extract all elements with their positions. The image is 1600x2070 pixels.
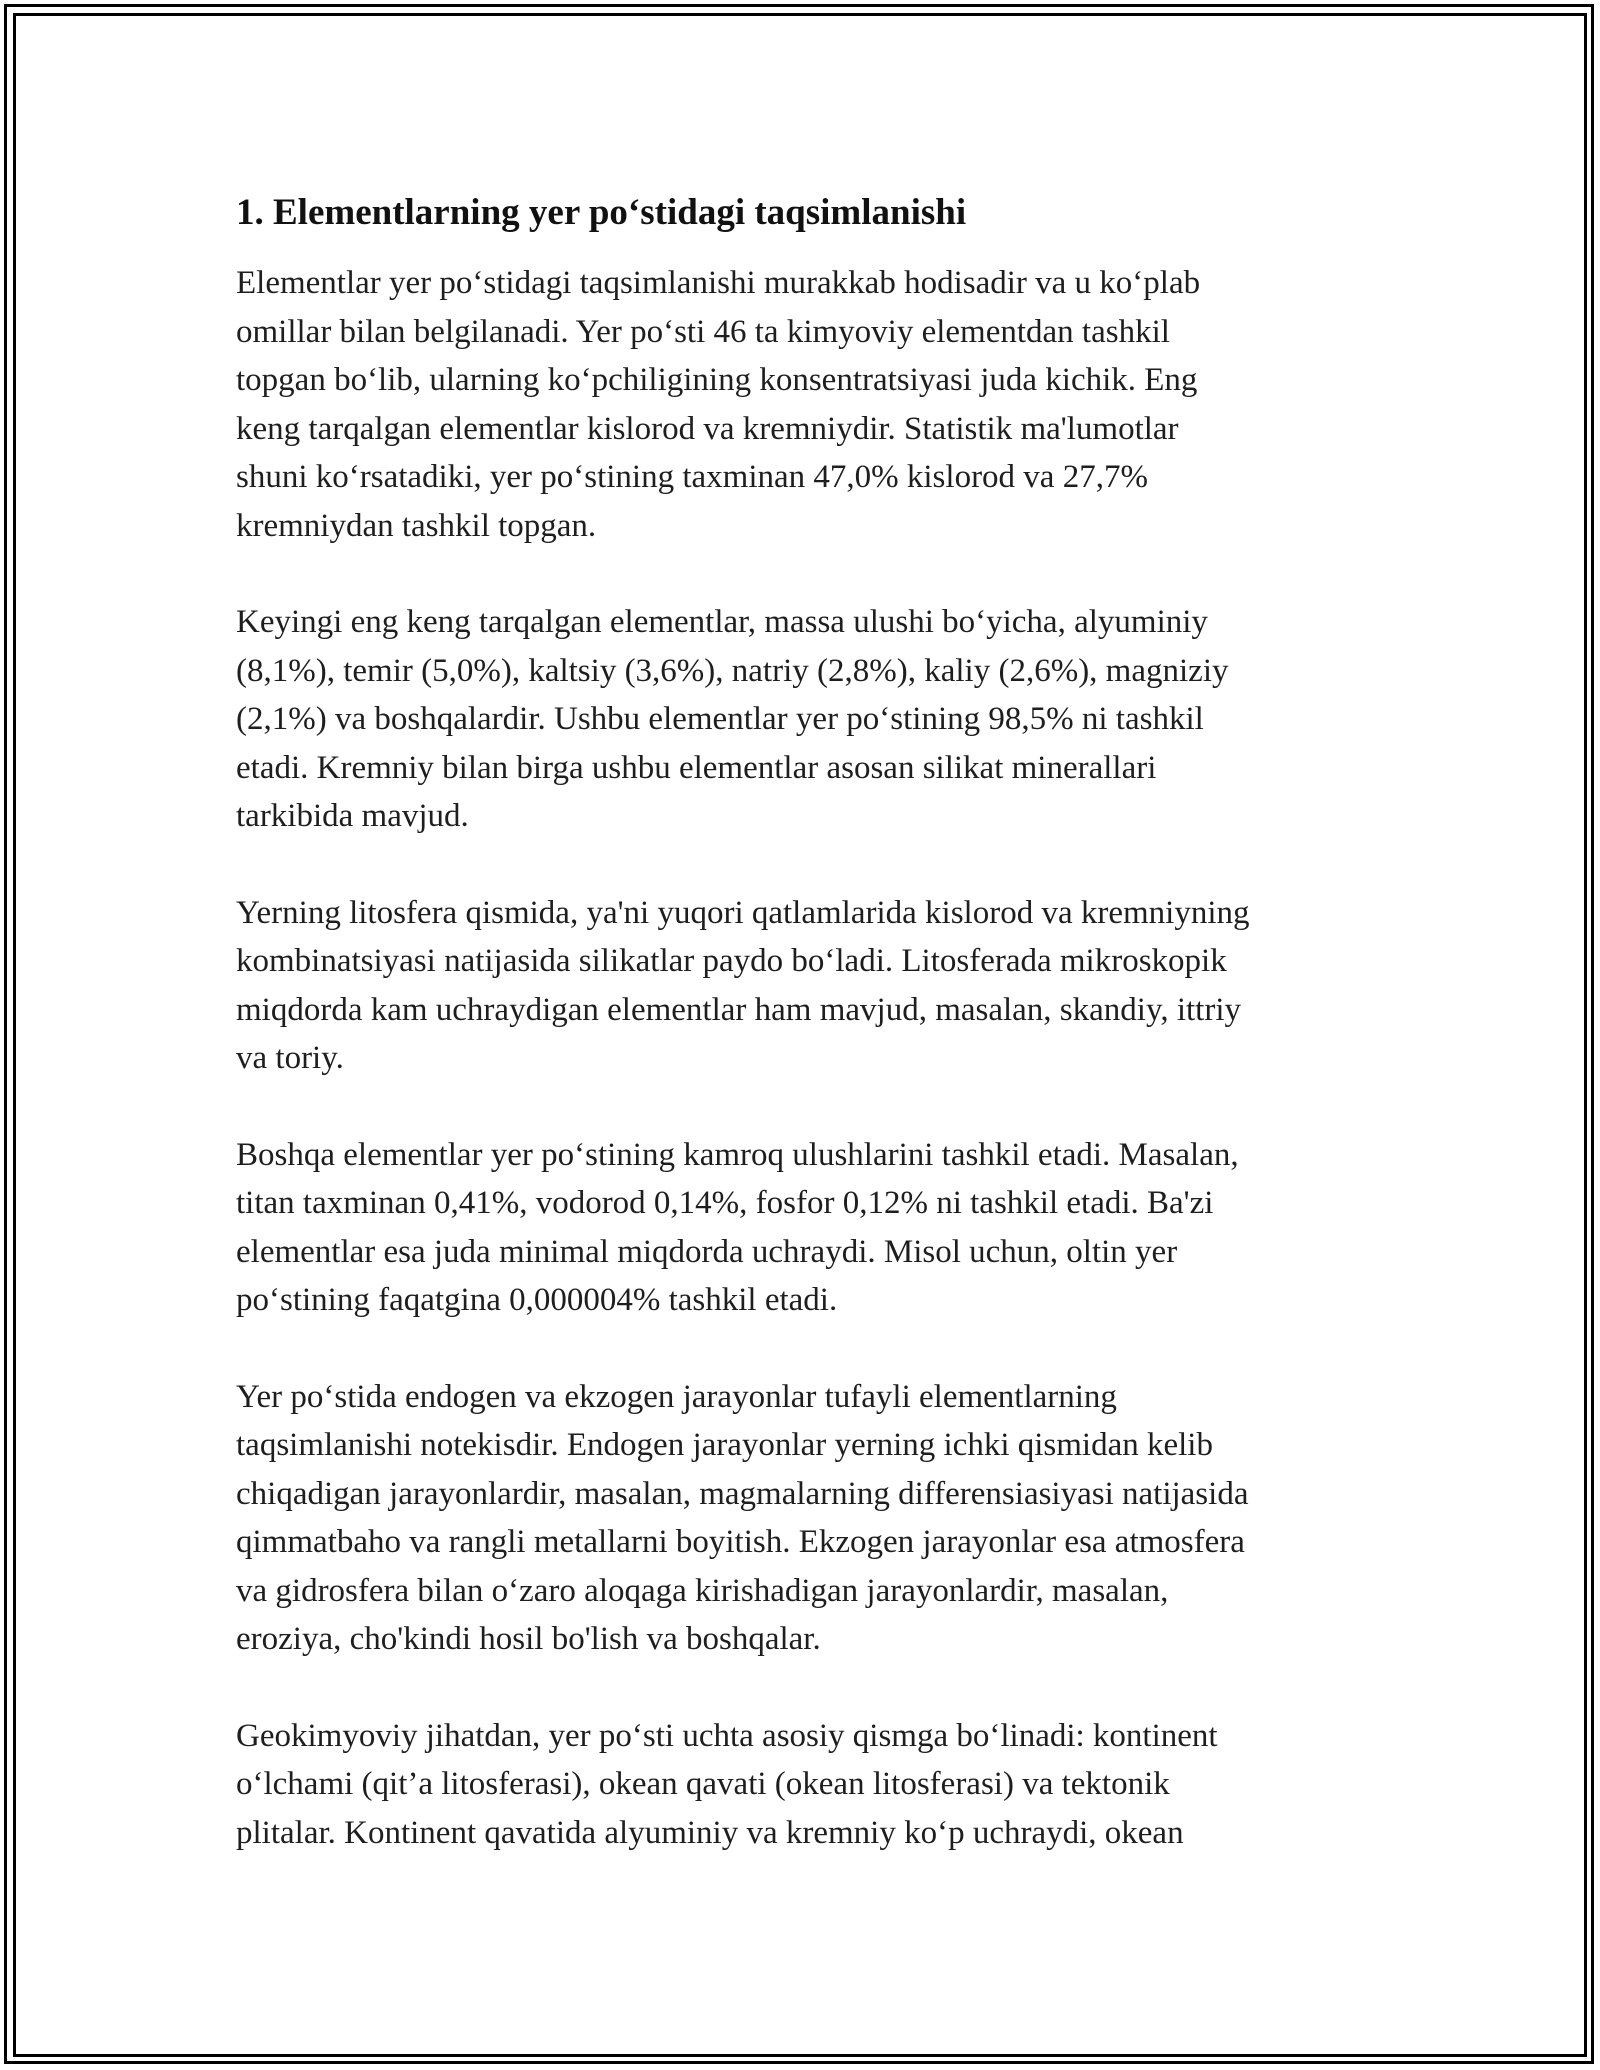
paragraph-line: elementlar esa juda minimal miqdorda uchraydi. Misol uchun, oltin yer	[236, 1233, 1178, 1270]
paragraph-line: omillar bilan belgilanadi. Yer po‘sti 46 ta kimyoviy elementdan tashkil	[236, 313, 1170, 350]
paragraph-line: eroziya, cho'kindi hosil bo'lish va boshqalar.	[236, 1621, 821, 1657]
paragraph-line: qimmatbaho va rangli metallarni boyitish. Ekzogen jarayonlar esa atmosfera	[236, 1524, 1245, 1560]
paragraph-line: tarkibida mavjud.	[236, 798, 469, 834]
paragraph-line: Yerning litosfera qismida, ya'ni yuqori qatlamlarida kislorod va kremniyning	[236, 894, 1250, 931]
paragraph-line: chiqadigan jarayonlardir, masalan, magmalarning differensiasiyasi natijasida	[236, 1475, 1249, 1512]
paragraph-line: (8,1%), temir (5,0%), kaltsiy (3,6%), natriy (2,8%), kaliy (2,6%), magniziy	[236, 652, 1229, 689]
paragraph-5	[236, 1373, 1376, 1664]
paragraph-line: kombinatsiyasi natijasida silikatlar paydo bo‘ladi. Litosferada mikroskopik	[236, 943, 1227, 979]
paragraph-line: titan taxminan 0,41%, vodorod 0,14%, fosfor 0,12% ni tashkil etadi. Ba'zi	[236, 1185, 1214, 1221]
paragraph-line: shuni ko‘rsatadiki, yer po‘stining taxminan 47,0% kislorod va 27,7%	[236, 459, 1148, 495]
paragraph-line: topgan bo‘lib, ularning ko‘pchiligining konsentratsiyasi juda kichik. Eng	[236, 362, 1198, 398]
paragraph-line: o‘lchami (qit’a litosferasi), okean qavati (okean litosferasi) va tektonik	[236, 1766, 1170, 1802]
paragraph-1	[236, 259, 1376, 550]
document-body	[236, 185, 1376, 1905]
paragraph-line: va toriy.	[236, 1040, 344, 1076]
paragraph-line: va gidrosfera bilan o‘zaro aloqaga kirishadigan jarayonlardir, masalan,	[236, 1572, 1169, 1609]
paragraph-line: etadi. Kremniy bilan birga ushbu elementlar asosan silikat minerallari	[236, 749, 1157, 786]
paragraph-2	[236, 598, 1376, 841]
section-heading: 1. Elementlarning yer po‘stidagi taqsimlanishi	[236, 192, 967, 233]
paragraph-line: Keyingi eng keng tarqalgan elementlar, massa ulushi bo‘yicha, alyuminiy	[236, 604, 1208, 640]
paragraph-line: po‘stining faqatgina 0,000004% tashkil etadi.	[236, 1282, 838, 1318]
paragraph-line: plitalar. Kontinent qavatida alyuminiy va kremniy ko‘p uchraydi, okean	[236, 1814, 1184, 1851]
paragraph-line: taqsimlanishi notekisdir. Endogen jarayonlar yerning ichki qismidan kelib	[236, 1427, 1213, 1463]
paragraph-line: kremniydan tashkil topgan.	[236, 507, 597, 544]
paragraph-line: miqdorda kam uchraydigan elementlar ham mavjud, masalan, skandiy, ittriy	[236, 991, 1241, 1028]
paragraph-line: Geokimyoviy jihatdan, yer po‘sti uchta asosiy qismga bo‘linadi: kontinent	[236, 1717, 1218, 1754]
paragraph-4	[236, 1131, 1376, 1325]
paragraph-line: keng tarqalgan elementlar kislorod va kremniydir. Statistik ma'lumotlar	[236, 410, 1179, 447]
paragraph-3	[236, 889, 1376, 1083]
paragraph-line: Yer po‘stida endogen va ekzogen jarayonlar tufayli elementlarning	[236, 1378, 1117, 1415]
paragraph-line: Elementlar yer po‘stidagi taqsimlanishi murakkab hodisadir va u ko‘plab	[236, 265, 1201, 301]
paragraph-6	[236, 1712, 1376, 1858]
paragraph-line: (2,1%) va boshqalardir. Ushbu elementlar yer po‘stining 98,5% ni tashkil	[236, 701, 1204, 737]
paragraph-line: Boshqa elementlar yer po‘stining kamroq ulushlarini tashkil etadi. Masalan,	[236, 1136, 1239, 1173]
